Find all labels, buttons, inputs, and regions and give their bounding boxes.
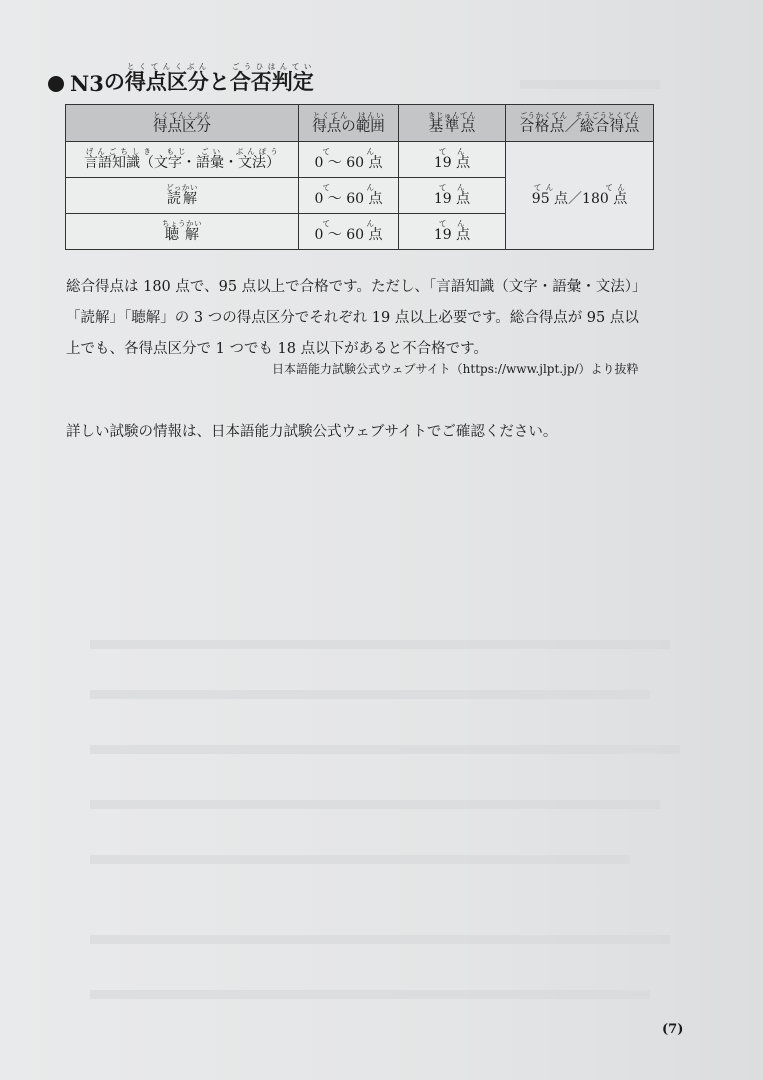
heading-part: 合否判定ごうひはんてい <box>229 62 314 94</box>
range-cell: 0 ～ 60 点てん <box>299 214 399 250</box>
bleed-through <box>90 935 670 944</box>
range-cell: 0 ～ 60 点てん <box>299 178 399 214</box>
paragraph-line: 上でも、各得点区分で 1 つでも 18 点以下があると不合格です。 <box>66 341 488 357</box>
section-cell: 言語知識（文字・語彙・文法）げんごちしき もじ ごい ぶんぽう <box>66 142 299 178</box>
bleed-through <box>90 800 660 809</box>
section-cell: 読解どっかい <box>66 178 299 214</box>
info-text: 詳しい試験の情報は、日本語能力試験公式ウェブサイトでご確認ください。 <box>66 424 558 440</box>
bleed-through <box>90 990 650 999</box>
base-cell: 19 点てん <box>399 142 506 178</box>
heading-prefix: N3 <box>70 71 104 96</box>
paragraph-line: 総合得点は 180 点で、95 点以上で合格です。ただし、「言語知識（文字・語彙・文法）」 <box>66 279 647 295</box>
section-cell: 聴解ちょうかい <box>66 214 299 250</box>
bleed-through <box>90 690 650 699</box>
bleed-through <box>520 80 660 89</box>
table-header-row <box>66 105 654 142</box>
bullet-icon <box>48 76 64 92</box>
section-heading <box>48 62 314 96</box>
bleed-through <box>90 745 680 754</box>
heading-part: と <box>208 69 230 94</box>
score-table <box>65 104 654 250</box>
rules-paragraph <box>66 272 686 365</box>
total-cell: 95 点／180 点てん てん <box>506 142 654 250</box>
paragraph-line: 「読解」「聴解」の 3 つの得点区分でそれぞれ 19 点以上必要です。総合得点が 95 点以 <box>66 310 639 326</box>
base-cell: 19 点てん <box>399 214 506 250</box>
source-citation: 日本語能力試験公式ウェブサイト（https://www.jlpt.jp/）より抜粋 <box>272 362 639 376</box>
bleed-through <box>90 855 630 864</box>
header-total: 合格点／総合得点ごうかくてん そうごうとくてん <box>506 105 654 142</box>
table-row <box>66 142 654 178</box>
bleed-through <box>90 640 670 649</box>
base-cell: 19 点てん <box>399 178 506 214</box>
header-range: 得点の範囲とくてん はんい <box>299 105 399 142</box>
header-section: 得点区分とくてんくぶん <box>66 105 299 142</box>
heading-part: の <box>103 69 125 94</box>
heading-part: 得点区分とくてんくぶん <box>124 62 209 94</box>
page-number: (7) <box>662 1022 684 1037</box>
range-cell: 0 ～ 60 点てん <box>299 142 399 178</box>
header-base: 基準点きじゅんてん <box>399 105 506 142</box>
